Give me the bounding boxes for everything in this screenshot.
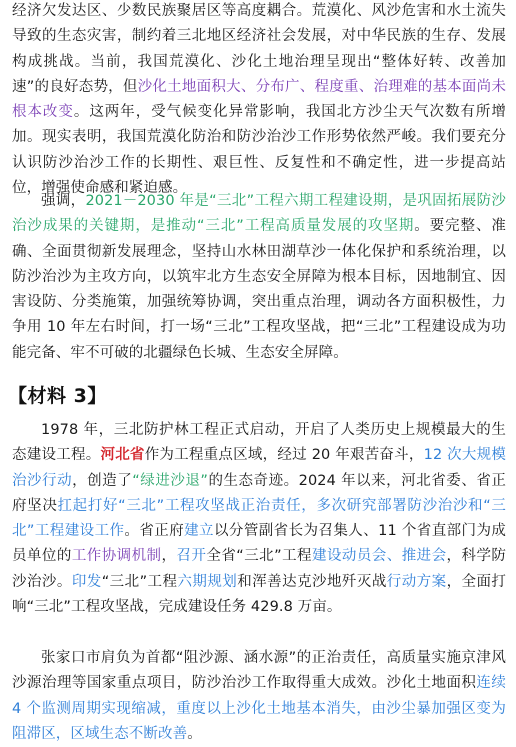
text: 强调， <box>41 193 86 209</box>
text: 。这两年，受气候变化异常影响，我国北方沙尘天气次数有所增加。现实表明，我国荒漠化防治和防沙治沙工作形势依然严峻。我们要充分认识防沙治沙工作的长期性、艰巨性、反复性和不确定性，进一步提高站位，增强使命感和紧迫感。 <box>12 104 506 197</box>
highlight-blue: 六期规划 <box>177 573 238 590</box>
text: 张家口市肩负为首都“阻沙源、涵水源”的正治责任，高质量实施京津风沙源治理等国家重点项目，防沙治沙工作取得重大成效。沙化土地面积 <box>12 650 506 692</box>
highlight-red: 河北省 <box>100 447 145 464</box>
text: 。省正府 <box>124 523 185 540</box>
text: ，创造了 <box>72 472 133 489</box>
paragraph-emphasis <box>12 189 506 366</box>
paragraph-desertification-status <box>12 0 506 201</box>
highlight-blue: 行动方案 <box>386 573 447 590</box>
text: 以分管副省长为召集人、11 个省直部门为成员单位的 <box>12 523 506 565</box>
text: 1978 年，三北防护林工程正式启动，开启了人类历史上规模最大的生态建设工程。 <box>12 422 506 464</box>
text: 。 <box>187 725 202 742</box>
text: 。要完整、准确、全面贯彻新发展理念，坚持山水林田湖草沙一体化保护和系统治理，以防沙治沙为主攻方向，以筑牢北方生态安全屏障为根本目标，因地制宜、因害设防、分类施策，加强统筹协调，突出重点治理，调动各方面积极性，力争用 10 年左右时间，打一场“三北”工程攻坚战，把“三北”工程建设成为功能完备、牢不可破的北疆绿色长城、生态安全屏障。 <box>12 218 506 361</box>
text: “三北”工程 <box>101 573 178 590</box>
text: ，科学防沙治沙。 <box>12 548 506 590</box>
highlight-purple: 工作协调机制 <box>71 548 162 565</box>
text: 的生态奇迹。2024 年以来，河北省委、省正府坚决 <box>12 472 506 514</box>
highlight-blue: 连续 4 个监测周期实现缩减，重度以上沙化土地基本消失，由沙尘暴加强区变为阻滞区，区域生态不断改善 <box>12 675 506 742</box>
text: 经济欠发达区、少数民族聚居区等高度耦合。荒漠化、风沙危害和水土流失导致的生态灾害，制约着三北地区经济社会发展，对中华民族的生存、发展构成挑战。当前，我国荒漠化、沙化土地治理呈现出“整体好转、改善加速”的良好态势，但 <box>12 3 506 95</box>
text: 和浑善达克沙地歼灭战 <box>237 573 387 590</box>
highlight-blue: 印发 <box>71 573 102 590</box>
highlight-green: 2021－2030 年是“三北”工程六期工程建设期，是巩固拓展防沙治沙成果的关键期，是推动“三北”工程高质量发展的攻坚期 <box>12 193 506 235</box>
text: 作为工程重点区域，经过 20 年艰苦奋斗， <box>144 447 424 464</box>
highlight-blue: 12 次大规模治沙行动 <box>12 447 506 489</box>
highlight-purple: 沙化土地面积大、分布广、程度重、治理难的基本面尚未根本改变 <box>12 78 506 121</box>
material-heading: 【材料 3】 <box>8 385 107 407</box>
highlight-blue: 建设动员会、推进会 <box>312 548 447 565</box>
highlight-blue: 召开 <box>176 548 207 565</box>
text: ，全面打响“三北”工程攻坚战，完成建设任务 429.8 万亩。 <box>12 573 507 616</box>
highlight-green: “绿进沙退” <box>132 472 209 489</box>
highlight-blue: 扛起打好“三北”工程攻坚战正治责任，多次研究部署防沙治沙和“三北”工程建设工作 <box>12 497 506 540</box>
text: 全省“三北”工程 <box>206 548 312 565</box>
text: ， <box>161 548 177 565</box>
highlight-blue: 建立 <box>184 523 214 540</box>
paragraph-hebei <box>12 418 506 620</box>
paragraph-zhangjiakou <box>12 646 506 747</box>
